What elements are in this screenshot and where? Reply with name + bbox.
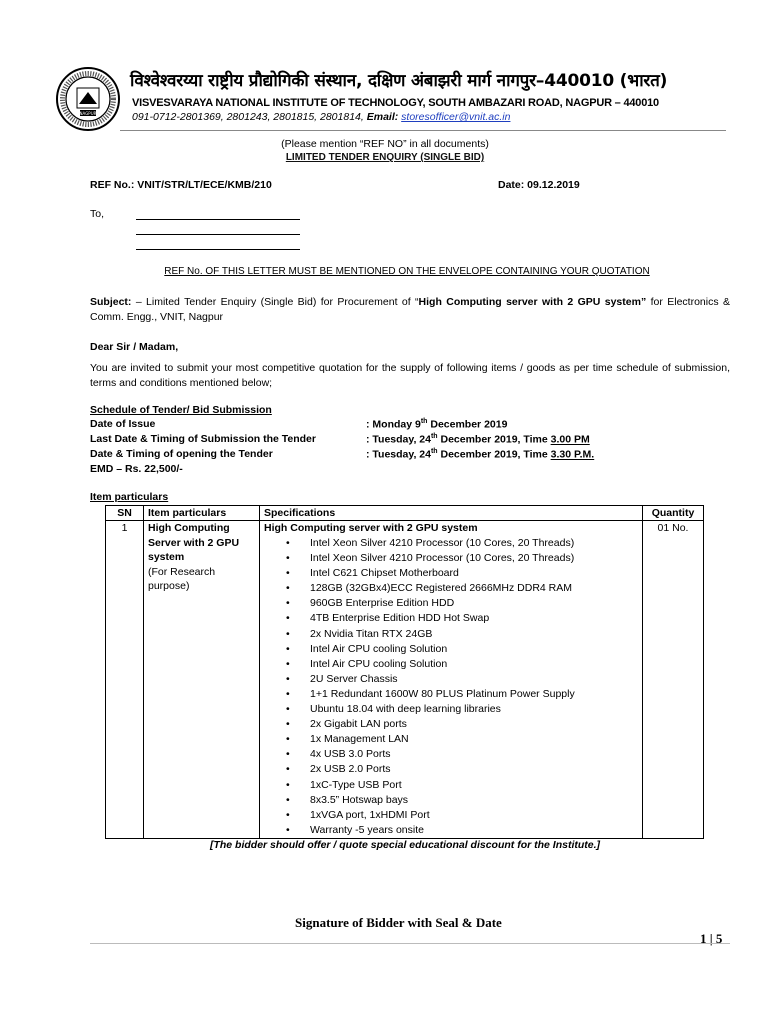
- spec-item: [264, 566, 642, 581]
- spec-text: Intel Xeon Silver 4210 Processor (10 Cores, 20 Threads): [310, 537, 575, 549]
- schedule-label-opening: Date & Timing of opening the Tender: [90, 448, 273, 460]
- schedule-label-issue: Date of Issue: [90, 418, 156, 430]
- to-label: To,: [90, 208, 105, 220]
- spec-item: [264, 596, 642, 611]
- svg-text:NAGPUR: NAGPUR: [79, 111, 97, 116]
- subject-item: High Computing server with 2 GPU system”: [418, 296, 647, 308]
- spec-text: Intel C621 Chipset Motherboard: [310, 567, 459, 580]
- bullet-icon: •: [286, 687, 290, 700]
- spec-item: [264, 627, 642, 642]
- spec-text: 2U Server Chassis: [310, 672, 398, 685]
- letter-date: Date: 09.12.2019: [498, 179, 580, 191]
- bullet-icon: •: [286, 582, 290, 595]
- spec-text: 8x3.5” Hotswap bays: [310, 793, 409, 806]
- bullet-icon: •: [286, 642, 290, 655]
- phone-numbers: 091-0712-2801369, 2801243, 2801815, 2801814,: [132, 111, 364, 123]
- header-divider: [120, 130, 726, 131]
- items-heading: Item particulars: [90, 491, 169, 503]
- bullet-icon: •: [286, 597, 290, 610]
- email-link[interactable]: storesofficer@vnit.ac.in: [401, 111, 511, 123]
- bullet-icon: •: [286, 657, 290, 670]
- subject-paragraph: [90, 295, 730, 325]
- spec-text: 2x Gigabit LAN ports: [310, 718, 407, 731]
- footer-divider: [90, 943, 730, 944]
- item-note: (For Research purpose): [148, 565, 216, 592]
- spec-item: [264, 732, 642, 747]
- bullet-icon: •: [286, 763, 290, 776]
- col-sn: SN: [106, 506, 144, 521]
- bullet-icon: •: [286, 627, 290, 640]
- subject-text-before: – Limited Tender Enquiry (Single Bid) for Procurement of “: [131, 296, 419, 308]
- spec-text: 2x USB 2.0 Ports: [310, 763, 391, 776]
- spec-text: 2x Nvidia Titan RTX 24GB: [310, 627, 433, 640]
- bullet-icon: •: [286, 823, 290, 836]
- item-name: High Computing Server with 2 GPU system: [148, 522, 240, 563]
- cell-sn: 1: [106, 521, 144, 839]
- institute-logo: [55, 66, 121, 132]
- mention-note: (Please mention “REF NO” in all documents): [281, 138, 489, 150]
- value-part: December 2019, Time: [437, 448, 551, 461]
- spec-item: [264, 687, 642, 702]
- spec-item: [264, 551, 642, 566]
- bullet-icon: •: [286, 748, 290, 761]
- hindi-institute-title: विश्वेश्वरय्या राष्ट्रीय प्रौद्योगिकी संस्थान, दक्षिण अंबाझरी मार्ग नागपुर–440010 (भारत): [130, 71, 668, 91]
- spec-item: [264, 642, 642, 657]
- signature-line: Signature of Bidder with Seal & Date: [295, 915, 502, 930]
- schedule-value-submission: [366, 433, 590, 446]
- address-line-1: [136, 219, 300, 220]
- ref-number: REF No.: VNIT/STR/LT/ECE/KMB/210: [90, 179, 272, 191]
- spec-text: Ubuntu 18.04 with deep learning libraries: [310, 703, 501, 716]
- value-part: December 2019: [427, 418, 508, 431]
- spec-item: [264, 672, 642, 687]
- value-time: 3.30 P.M.: [550, 448, 595, 461]
- items-table: [105, 505, 704, 839]
- spec-list: [264, 536, 642, 838]
- cell-item: [144, 521, 260, 839]
- table-row: [106, 521, 704, 839]
- spec-item: [264, 823, 642, 838]
- spec-text: Warranty -5 years onsite: [310, 823, 424, 836]
- spec-item: [264, 657, 642, 672]
- spec-item: [264, 717, 642, 732]
- email-label: Email:: [366, 111, 399, 123]
- schedule-heading: Schedule of Tender/ Bid Submission: [90, 404, 272, 416]
- spec-title: High Computing server with 2 GPU system: [264, 522, 478, 534]
- spec-text: 1+1 Redundant 1600W 80 PLUS Platinum Power Supply: [310, 687, 575, 700]
- subject-label: Subject:: [90, 296, 132, 308]
- value-sup: th: [420, 418, 428, 425]
- tender-title: [0, 152, 770, 163]
- bullet-icon: •: [286, 552, 290, 565]
- address-line-2: [136, 234, 300, 235]
- spec-text: 128GB (32GBx4)ECC Registered 2666MHz DDR4 RAM: [310, 582, 573, 595]
- table-header-row: [106, 506, 704, 521]
- col-specs: Specifications: [260, 506, 643, 521]
- bullet-icon: •: [286, 672, 290, 685]
- spec-text: 1xC-Type USB Port: [310, 778, 402, 791]
- institute-name: VISVESVARAYA NATIONAL INSTITUTE OF TECHNOLOGY, SOUTH AMBAZARI ROAD, NAGPUR – 440010: [132, 97, 659, 109]
- address-line-3: [136, 249, 300, 250]
- spec-item: [264, 808, 642, 823]
- page-number: 1 | 5: [700, 931, 723, 946]
- body-paragraph: You are invited to submit your most competitive quotation for the supply of following items / goods as per time schedule of submission, terms and conditions mentioned below;: [90, 362, 730, 389]
- spec-item: [264, 611, 642, 626]
- bullet-icon: •: [286, 612, 290, 625]
- schedule-value-opening: [366, 448, 594, 461]
- spec-text: 4TB Enterprise Edition HDD Hot Swap: [310, 612, 490, 625]
- value-time: 3.00 PM: [550, 433, 590, 446]
- discount-note: [The bidder should offer / quote special educational discount for the Institute.]: [209, 839, 601, 851]
- spec-text: Intel Xeon Silver 4210 Processor (10 Cores, 20 Threads): [310, 552, 575, 565]
- tender-title-text: LIMITED TENDER ENQUIRY (SINGLE BID): [285, 152, 485, 163]
- spec-text: Intel Air CPU cooling Solution: [310, 657, 448, 670]
- value-part: : Tuesday, 24: [366, 448, 431, 461]
- emd-amount: EMD – Rs. 22,500/-: [90, 463, 183, 475]
- value-sup: th: [430, 448, 438, 455]
- col-quantity: Quantity: [643, 506, 704, 521]
- spec-item: [264, 793, 642, 808]
- bullet-icon: •: [286, 718, 290, 731]
- bullet-icon: •: [286, 778, 290, 791]
- value-sup: th: [430, 433, 438, 440]
- spec-item: [264, 762, 642, 777]
- spec-item: [264, 581, 642, 596]
- spec-item: [264, 778, 642, 793]
- value-part: : Tuesday, 24: [366, 433, 431, 446]
- spec-text: 960GB Enterprise Edition HDD: [310, 597, 455, 610]
- spec-text: 1x Management LAN: [310, 733, 409, 746]
- spec-text: Intel Air CPU cooling Solution: [310, 642, 448, 655]
- cell-quantity: 01 No.: [643, 521, 704, 839]
- bullet-icon: •: [286, 793, 290, 806]
- value-part: : Monday 9: [366, 418, 421, 431]
- spec-text: 1xVGA port, 1xHDMI Port: [310, 808, 430, 821]
- value-part: December 2019, Time: [437, 433, 551, 446]
- envelope-note: REF No. OF THIS LETTER MUST BE MENTIONED ON THE ENVELOPE CONTAINING YOUR QUOTATION: [164, 266, 650, 277]
- bullet-icon: •: [286, 537, 290, 549]
- schedule-label-submission: Last Date & Timing of Submission the Tender: [90, 433, 316, 445]
- bullet-icon: •: [286, 703, 290, 716]
- spec-item: [264, 702, 642, 717]
- contact-line: [132, 111, 510, 123]
- salutation: Dear Sir / Madam,: [90, 341, 179, 353]
- col-item: Item particulars: [144, 506, 260, 521]
- subject-text-after: for Electronics & Comm. Engg., VNIT, Nagpur: [90, 296, 730, 323]
- spec-item: [264, 536, 642, 551]
- spec-item: [264, 747, 642, 762]
- cell-specs: [260, 521, 643, 839]
- spec-text: 4x USB 3.0 Ports: [310, 748, 391, 761]
- schedule-value-issue: [366, 418, 507, 431]
- bullet-icon: •: [286, 808, 290, 821]
- bullet-icon: •: [286, 567, 290, 580]
- bullet-icon: •: [286, 733, 290, 746]
